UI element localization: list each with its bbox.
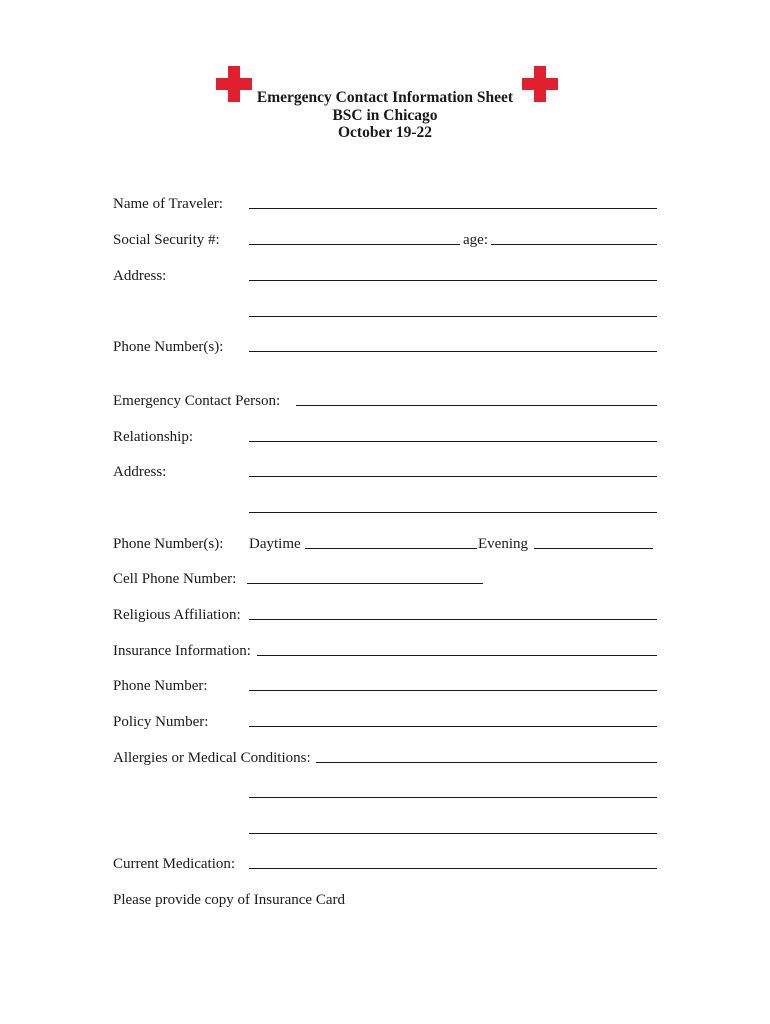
insurance-phone-label: Phone Number: [113,678,208,694]
cell-phone-label: Cell Phone Number: [113,571,237,587]
allergies-line-2[interactable] [249,797,657,798]
daytime-line[interactable] [305,548,477,549]
emergency-contact-person-line[interactable] [296,405,657,406]
address-line-2[interactable] [249,316,657,317]
contact-address-line-1[interactable] [249,476,657,477]
policy-number-line[interactable] [249,726,657,727]
contact-phone-numbers-label: Phone Number(s): [113,536,224,552]
name-of-traveler-line[interactable] [249,208,657,209]
address-line-1[interactable] [249,280,657,281]
form-title: Emergency Contact Information Sheet [256,89,514,106]
current-medication-label: Current Medication: [113,856,236,872]
age-label: age: [463,232,488,248]
allergies-line-3[interactable] [249,833,657,834]
evening-line[interactable] [534,548,653,549]
contact-address-label: Address: [113,464,167,480]
religious-affiliation-line[interactable] [249,619,657,620]
current-medication-line[interactable] [249,868,657,869]
policy-number-label: Policy Number: [113,714,209,730]
social-security-label: Social Security #: [113,232,220,248]
cell-phone-line[interactable] [247,583,483,584]
insurance-phone-line[interactable] [249,690,657,691]
relationship-label: Relationship: [113,429,193,445]
name-of-traveler-label: Name of Traveler: [113,196,223,212]
allergies-label: Allergies or Medical Conditions: [113,750,311,766]
contact-address-line-2[interactable] [249,512,657,513]
religious-affiliation-label: Religious Affiliation: [113,607,241,623]
phone-numbers-line[interactable] [249,351,657,352]
event-name: BSC in Chicago [332,106,438,124]
event-date: October 19-22 [338,124,432,141]
insurance-card-note: Please provide copy of Insurance Card [113,892,346,908]
relationship-line[interactable] [249,441,657,442]
evening-label: Evening [478,536,528,552]
insurance-information-line[interactable] [257,655,657,656]
social-security-line[interactable] [249,244,460,245]
phone-numbers-label: Phone Number(s): [113,339,224,355]
insurance-information-label: Insurance Information: [113,643,251,659]
daytime-label: Daytime [249,536,301,552]
allergies-line-1[interactable] [316,762,657,763]
age-line[interactable] [491,244,657,245]
form-header [185,89,585,142]
address-label: Address: [113,268,167,284]
emergency-contact-person-label: Emergency Contact Person: [113,393,281,409]
